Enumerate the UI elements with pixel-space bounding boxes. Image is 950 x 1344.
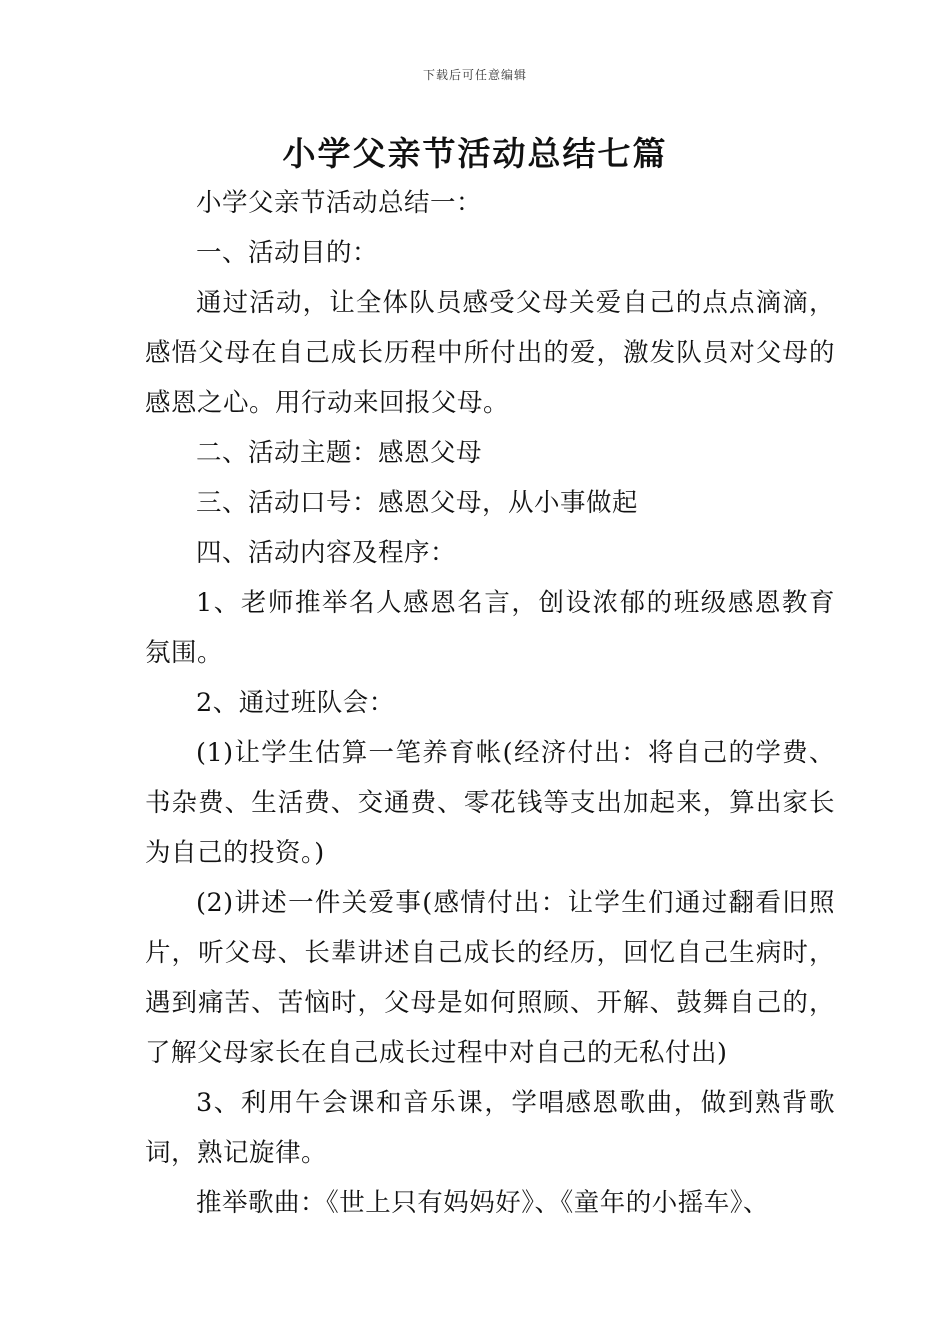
paragraph-purpose: 通过活动，让全体队员感受父母关爱自己的点点滴滴，感悟父母在自己成长历程中所付出的爱，激发队员对父母的感恩之心。用行动来回报父母。 xyxy=(145,288,835,418)
header-note: 下载后可任意编辑 xyxy=(422,68,527,82)
subheading-content: 四、活动内容及程序： xyxy=(196,538,457,568)
subheading-slogan: 三、活动口号：感恩父母，从小事做起 xyxy=(196,488,639,518)
paragraph-item-3: 3、利用午会课和音乐课，学唱感恩歌曲，做到熟背歌词，熟记旋律。 xyxy=(145,1088,835,1168)
document-body xyxy=(145,178,835,1228)
paragraph-songs: 推举歌曲：《世上只有妈妈好》、《童年的小摇车》、 xyxy=(196,1188,770,1218)
paragraph-item-2: 2、通过班队会： xyxy=(196,688,395,718)
paragraph-item-2-2: (2)讲述一件关爱事(感情付出：让学生们通过翻看旧照片，听父母、长辈讲述自己成长的经历，回忆自己生病时，遇到痛苦、苦恼时，父母是如何照顾、开解、鼓舞自己的，了解父母家长在自己成长过程中对自己的无私付出) xyxy=(145,888,835,1068)
paragraph-item-1: 1、老师推举名人感恩名言，创设浓郁的班级感恩教育氛围。 xyxy=(145,588,835,668)
paragraph-item-2-1: (1)让学生估算一笔养育帐(经济付出：将自己的学费、书杂费、生活费、交通费、零花钱等支出加起来，算出家长为自己的投资。) xyxy=(145,738,835,868)
subheading-purpose: 一、活动目的： xyxy=(196,238,379,268)
document-title: 小学父亲节活动总结七篇 xyxy=(282,134,668,173)
subheading-theme: 二、活动主题：感恩父母 xyxy=(196,438,483,468)
section-heading: 小学父亲节活动总结一： xyxy=(196,188,483,218)
